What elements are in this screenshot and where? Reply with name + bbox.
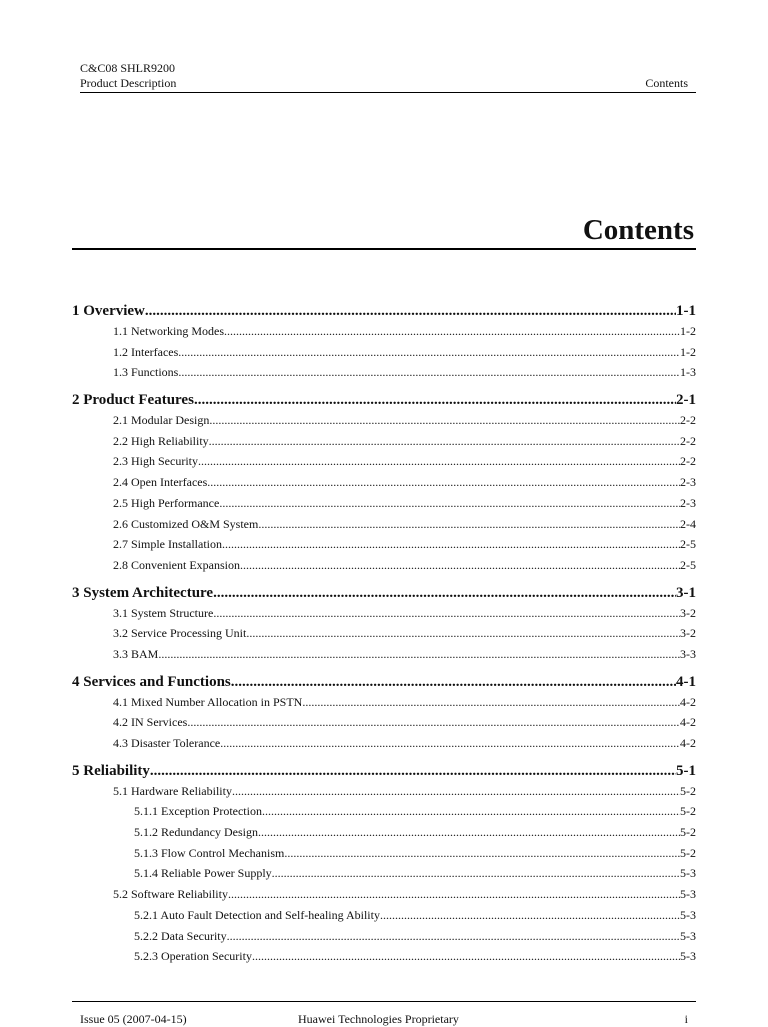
toc-dot-leader — [272, 863, 680, 884]
toc-entry-page: 2-2 — [680, 433, 696, 448]
toc-entry-page: 5-2 — [680, 845, 696, 860]
toc-entry[interactable] — [72, 712, 696, 733]
toc-entry[interactable] — [72, 451, 696, 472]
toc-entry[interactable] — [72, 431, 696, 452]
toc-dot-leader — [207, 472, 680, 493]
toc-entry-label: 4.3 Disaster Tolerance — [113, 736, 221, 750]
toc-dot-leader — [158, 644, 680, 665]
toc-entry[interactable] — [72, 863, 696, 884]
toc-entry-page: 3-2 — [680, 626, 696, 641]
toc-entry-page: 3-3 — [680, 646, 696, 661]
toc-entry-label: 1.1 Networking Modes — [113, 324, 224, 338]
toc-entry-label: 3 System Architecture — [72, 584, 214, 601]
toc-entry-page: 2-5 — [680, 537, 696, 552]
toc-entry-page: 2-2 — [680, 413, 696, 428]
toc-entry-page: 4-2 — [680, 694, 696, 709]
toc-entry[interactable] — [72, 390, 696, 410]
toc-dot-leader — [213, 583, 676, 603]
toc-dot-leader — [231, 672, 676, 692]
toc-entry[interactable] — [72, 781, 696, 802]
header-doc-type: Product Description — [80, 76, 177, 90]
toc-entry[interactable] — [72, 410, 696, 431]
toc-entry-label: 5.1.4 Reliable Power Supply — [134, 866, 272, 881]
toc-entry[interactable] — [72, 321, 696, 342]
toc-dot-leader — [262, 801, 680, 822]
toc-dot-leader — [224, 321, 680, 342]
toc-entry-label: 5.1.3 Flow Control Mechanism — [134, 845, 285, 860]
toc-dot-leader — [150, 761, 676, 781]
toc-dot-leader — [145, 301, 676, 321]
toc-entry[interactable] — [72, 905, 696, 926]
toc-entry[interactable] — [72, 946, 696, 967]
toc-entry-label: 2 Product Features — [72, 392, 194, 409]
toc-entry[interactable] — [72, 644, 696, 665]
toc-entry-label: 5.1.1 Exception Protection — [134, 804, 262, 819]
toc-entry-label: 3.1 System Structure — [113, 605, 214, 620]
toc-entry[interactable] — [72, 884, 696, 905]
toc-entry-label: 5.1 Hardware Reliability — [113, 783, 232, 798]
toc-entry[interactable] — [72, 603, 696, 624]
toc-entry[interactable] — [72, 472, 696, 493]
toc-entry-page: 2-3 — [680, 475, 696, 490]
toc-dot-leader — [198, 451, 680, 472]
toc-entry-page: 5-2 — [680, 804, 696, 819]
toc-dot-leader — [380, 905, 680, 926]
toc-entry-page: 4-1 — [676, 673, 696, 690]
toc-entry-label: 2.8 Convenient Expansion — [113, 557, 240, 572]
toc-entry-page: 5-3 — [680, 866, 696, 881]
footer-page-number: i — [684, 1012, 688, 1026]
toc-entry-label: 1.2 Interfaces — [113, 344, 179, 359]
toc-entry-label: 4.1 Mixed Number Allocation in PSTN — [113, 694, 303, 709]
toc-entry-page: 2-2 — [680, 454, 696, 469]
toc-entry-label: 2.3 High Security — [113, 454, 198, 469]
running-header-left — [80, 61, 176, 91]
toc-entry-page: 5-3 — [680, 928, 696, 943]
toc-entry-label: 3.3 BAM — [113, 646, 159, 661]
footer-rule — [72, 1001, 696, 1002]
toc-entry-label: 5.2.1 Auto Fault Detection and Self-healing Ability — [134, 907, 380, 922]
toc-dot-leader — [302, 692, 680, 713]
header-section: Contents — [645, 76, 688, 90]
toc-entry-page: 3-1 — [676, 584, 696, 601]
toc-dot-leader — [178, 342, 680, 363]
toc-entry-page: 5-3 — [680, 887, 696, 902]
toc-dot-leader — [246, 623, 680, 644]
toc-dot-leader — [284, 843, 680, 864]
toc-entry[interactable] — [72, 623, 696, 644]
toc-entry-page: 4-2 — [680, 736, 696, 750]
toc-entry-page: 2-3 — [680, 495, 696, 510]
toc-dot-leader — [258, 514, 680, 535]
toc-entry-page: 1-1 — [676, 303, 696, 319]
table-of-contents — [72, 300, 696, 967]
toc-dot-leader — [220, 733, 680, 754]
toc-entry-page: 4-2 — [680, 715, 696, 730]
toc-entry-label: 1 Overview — [72, 303, 145, 319]
toc-dot-leader — [194, 390, 676, 410]
toc-entry-page: 5-1 — [676, 762, 696, 779]
toc-entry[interactable] — [72, 534, 696, 555]
header-rule — [80, 92, 696, 93]
toc-entry-page: 2-5 — [680, 557, 696, 572]
title-rule — [72, 248, 696, 250]
toc-entry[interactable] — [72, 692, 696, 713]
toc-entry-label: 2.7 Simple Installation — [113, 537, 222, 552]
toc-entry-label: 2.2 High Reliability — [113, 433, 209, 448]
toc-dot-leader — [187, 712, 680, 733]
toc-entry[interactable] — [72, 761, 696, 781]
toc-dot-leader — [209, 410, 680, 431]
toc-entry-page: 5-3 — [680, 907, 696, 922]
toc-dot-leader — [227, 926, 680, 947]
toc-entry-label: 5.2.3 Operation Security — [134, 949, 252, 964]
toc-entry[interactable] — [72, 801, 696, 822]
toc-dot-leader — [178, 362, 680, 383]
toc-entry[interactable] — [72, 362, 696, 383]
toc-entry[interactable] — [72, 583, 696, 603]
toc-dot-leader — [228, 884, 680, 905]
toc-dot-leader — [213, 603, 680, 624]
toc-entry-label: 5.2.2 Data Security — [134, 928, 227, 943]
toc-entry-label: 5 Reliability — [72, 762, 150, 779]
toc-entry[interactable] — [72, 733, 696, 754]
header-product: C&C08 SHLR9200 — [80, 61, 176, 75]
toc-dot-leader — [232, 781, 680, 802]
toc-entry[interactable] — [72, 301, 696, 321]
toc-entry-page: 1-3 — [680, 365, 696, 380]
toc-entry[interactable] — [72, 843, 696, 864]
footer-proprietary: Huawei Technologies Proprietary — [298, 1012, 459, 1026]
toc-entry-page: 1-2 — [680, 324, 696, 338]
toc-entry-label: 2.4 Open Interfaces — [113, 475, 208, 490]
toc-entry-page: 5-2 — [680, 825, 696, 840]
toc-entry-page: 2-4 — [680, 516, 696, 531]
toc-dot-leader — [222, 534, 680, 555]
footer-issue: Issue 05 (2007-04-15) — [80, 1012, 187, 1026]
toc-dot-leader — [219, 493, 680, 514]
toc-entry[interactable] — [72, 926, 696, 947]
toc-entry-label: 3.2 Service Processing Unit — [113, 626, 247, 641]
toc-entry-page: 5-3 — [680, 949, 696, 964]
toc-entry-label: 2.5 High Performance — [113, 495, 220, 510]
toc-entry-page: 1-2 — [680, 344, 696, 359]
toc-entry[interactable] — [72, 342, 696, 363]
toc-dot-leader — [258, 822, 680, 843]
toc-entry-label: 2.1 Modular Design — [113, 413, 210, 428]
toc-dot-leader — [240, 555, 680, 576]
toc-entry[interactable] — [72, 514, 696, 535]
toc-entry-page: 2-1 — [676, 392, 696, 409]
toc-entry-label: 1.3 Functions — [113, 365, 179, 380]
toc-dot-leader — [252, 946, 680, 967]
toc-entry-label: 4.2 IN Services — [113, 715, 188, 730]
toc-entry-page: 5-2 — [680, 783, 696, 798]
toc-entry-label: 2.6 Customized O&M System — [113, 516, 259, 531]
toc-entry[interactable] — [72, 493, 696, 514]
page-title: Contents — [582, 214, 694, 246]
toc-entry-label: 5.2 Software Reliability — [113, 887, 228, 902]
toc-dot-leader — [209, 431, 680, 452]
toc-entry[interactable] — [72, 555, 696, 576]
toc-entry-label: 5.1.2 Redundancy Design — [134, 825, 258, 840]
toc-entry[interactable] — [72, 822, 696, 843]
toc-entry[interactable] — [72, 672, 696, 692]
toc-entry-label: 4 Services and Functions — [72, 673, 231, 690]
toc-entry-page: 3-2 — [680, 605, 696, 620]
